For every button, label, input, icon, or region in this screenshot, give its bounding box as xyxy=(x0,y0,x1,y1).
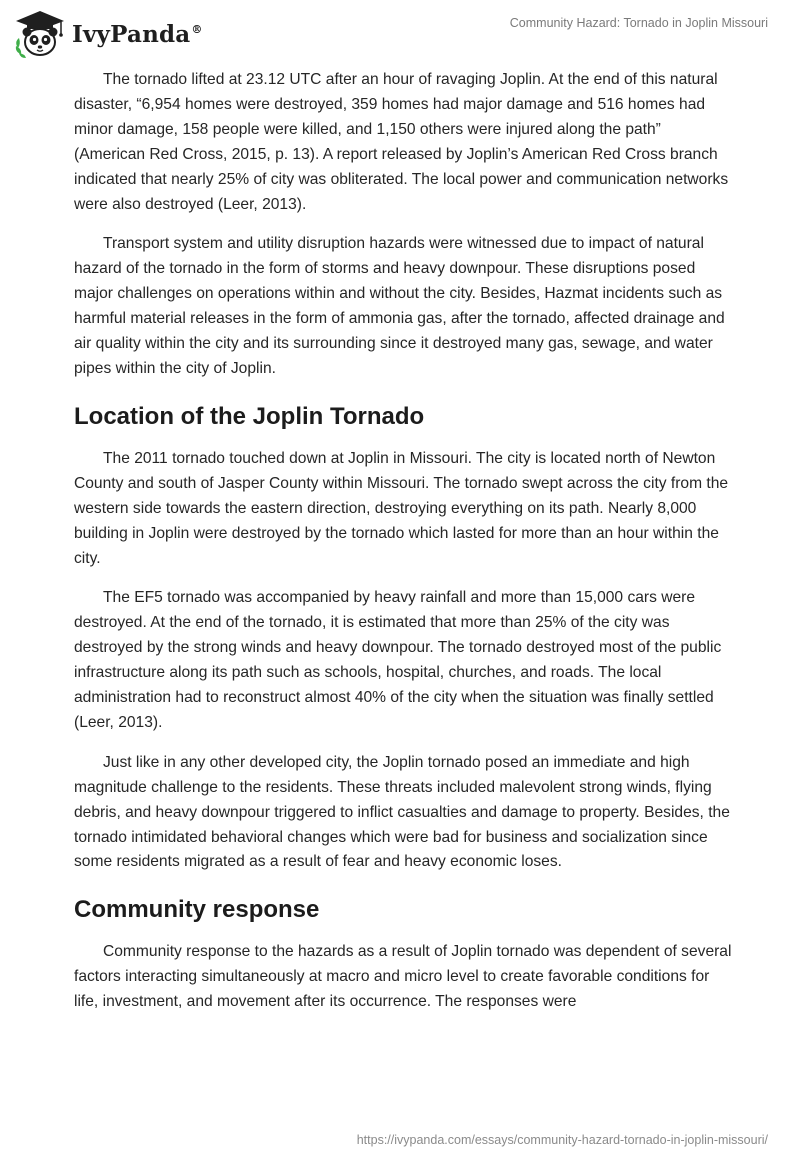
panda-graduate-icon xyxy=(12,8,68,60)
paragraph: Transport system and utility disruption hazards were witnessed due to impact of natural hazard of the tornado in the form of storms and heavy downpour. These disruptions posed major challenges on operations within and without the city. Besides, Hazmat incidents such as harmful material releases in the form of ammonia gas, after the tornado, affected drainage and air quality within the city and its surrounding since it destroyed many gas, sewage, and water pipes within the city of Joplin. xyxy=(74,235,725,377)
paragraph: Just like in any other developed city, the Joplin tornado posed an immediate and high magnitude challenge to the residents. These threats included malevolent strong winds, flying debris, and heavy downpour triggered to inflict casualties and damage to property. Besides, the tornado intimidated behavioral changes which were bad for business and socialization since some residents migrated as a result of fear and heavy economic loses. xyxy=(74,753,730,871)
source-url[interactable]: https://ivypanda.com/essays/community-hazard-tornado-in-joplin-missouri/ xyxy=(356,1133,768,1147)
paragraph: The tornado lifted at 23.12 UTC after an hour of ravaging Joplin. At the end of this natural disaster, “6,954 homes were destroyed, 359 homes had major damage and 516 homes had minor damage, 158 people were killed, and 1,150 others were injured along the path” (American Red Cross, 2015, p. 13). A report released by Joplin’s American Red Cross branch indicated that nearly 25% of city was obliterated. The local power and communication networks were also destroyed (Leer, 2013). xyxy=(74,71,729,213)
section-heading-community-response: Community response xyxy=(74,896,320,924)
paragraph: The EF5 tornado was accompanied by heavy rainfall and more than 15,000 cars were destroyed. At the end of the tornado, it is estimated that more than 25% of the city was destroyed by the strong winds and heavy downpour. The tornado destroyed most of the public infrastructure along its path such as schools, hospital, churches, and roads. The local administration had to reconstruct almost 40% of the city when the situation was finally settled (Leer, 2013). xyxy=(74,589,722,731)
paragraph: Community response to the hazards as a result of Joplin tornado was dependent of several factors interacting simultaneously at macro and micro level to create favorable conditions for life, investment, and movement after its occurrence. The responses were xyxy=(74,943,732,1011)
paragraph: The 2011 tornado touched down at Joplin in Missouri. The city is located north of Newton County and south of Jasper County within Missouri. The tornado swept across the city from the western side towards the eastern direction, destroying everything on its path. Nearly 8,000 building in Joplin were destroyed by the tornado which lasted for more than an hour within the city. xyxy=(74,449,729,567)
ivypanda-logo[interactable] xyxy=(12,8,203,60)
essay-body xyxy=(74,68,734,1030)
brand-name: IvyPanda® xyxy=(72,20,203,48)
page-header xyxy=(0,0,800,72)
registered-mark: ® xyxy=(191,22,203,36)
section-heading-location: Location of the Joplin Tornado xyxy=(74,402,425,430)
document-title: Community Hazard: Tornado in Joplin Missouri xyxy=(509,16,768,30)
